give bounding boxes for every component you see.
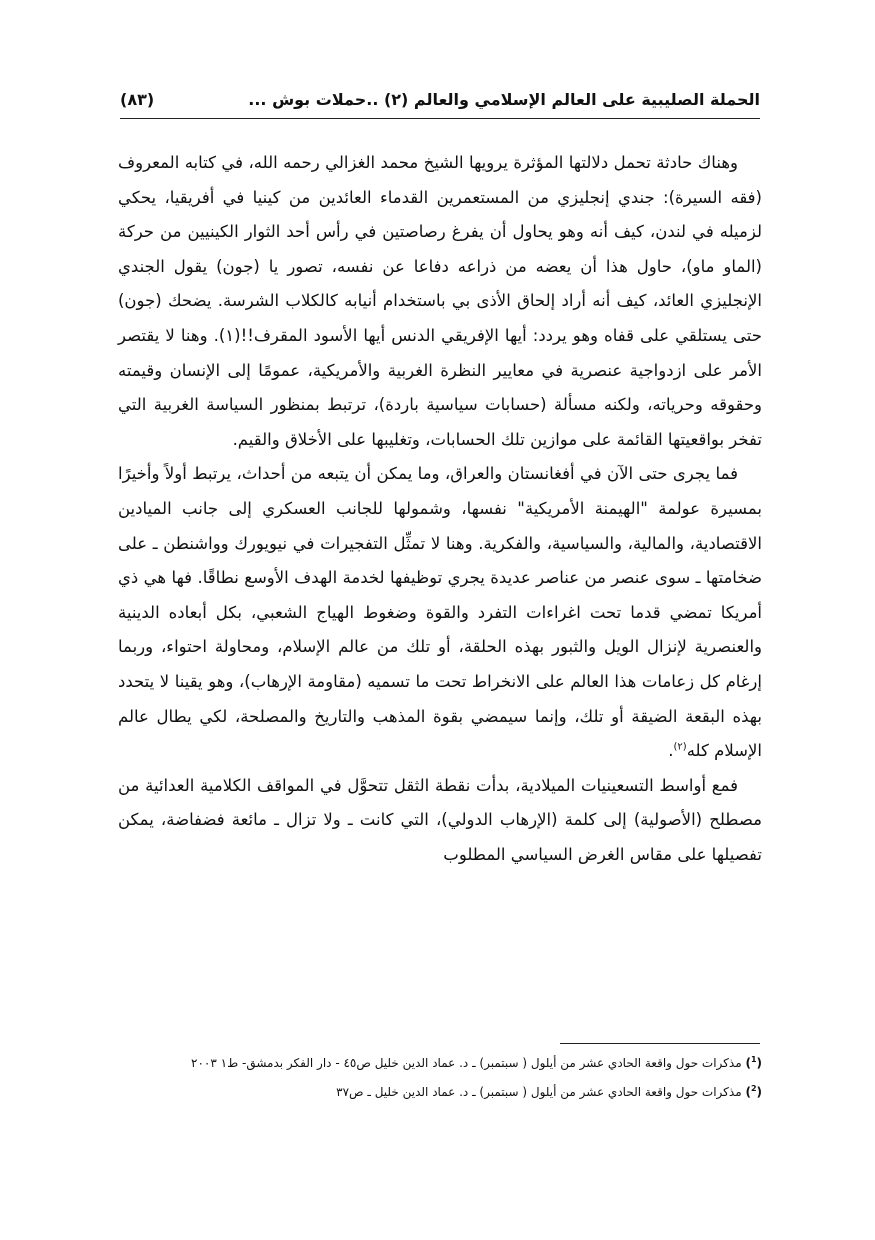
footnote-mark: ($^1$)	[745, 1055, 762, 1070]
paragraph-text: فمع أواسط التسعينيات الميلادية، بدأت نقطة الثقل تتحوَّل في المواقف الكلامية العدائية من مصطلح (الأصولية) إلى كلمة (الإرهاب الدولي)، التي كانت ـ ولا تزال ـ مائعة فضفاضة، يمكن تفصيلها على مقاس الغرض السياسي المطلوب	[118, 775, 762, 864]
footnotes	[118, 1050, 762, 1108]
page-number: (٨٣)	[120, 90, 155, 109]
body-text	[118, 146, 762, 872]
footnote	[118, 1050, 762, 1073]
paragraph-text: فما يجرى حتى الآن في أفغانستان والعراق، وما يمكن أن يتبعه من أحداث، يرتبط أولاً وأخيرًا بمسيرة عولمة "الهيمنة الأمريكية" نفسها، وشمولها للجانب العسكري إلى جانب الميادين الاقتصادية، والمالية، والسياسية، والفكرية. وهنا لا تمثِّل التفجيرات في نيويورك وواشنطن ـ على ضخامتها ـ سوى عنصر من عناصر عديدة يجري توظيفها لخدمة الهدف الأوسع نطاقًا. فها هي ذي أمريكا تمضي قدما تحت اغراءات التفرد والقوة وضغوط الهياج الشعبي، بكل أبعاده الدينية والعنصرية لإنزال الويل والثبور بهذه الحلقة، أو تلك من عالم الإسلام، ومحاولة احتواء، وربما إرغام كل زعامات هذا العالم على الانخراط تحت ما تسميه (مقاومة الإرهاب)، وهو يقينا لا يتحدد بهذه البقعة الضيقة أو تلك، وإنما سيمضي بقوة المذهب والتاريخ والمصلحة، لكي يطال عالم الإسلام كله	[118, 464, 762, 761]
footnote-mark: ($^2$)	[745, 1084, 762, 1099]
header-divider	[120, 118, 760, 119]
paragraph	[118, 146, 762, 457]
paragraph-end-punctuation: .	[668, 741, 674, 761]
paragraph	[118, 769, 762, 873]
running-header	[120, 88, 760, 118]
footnote-divider	[560, 1043, 760, 1044]
footnote	[118, 1079, 762, 1102]
footnote-text: مذكرات حول واقعة الحادي عشر من أيلول ( سبتمبر) ـ د. عماد الدين خليل ص٤٥ - دار الفكر بدمشق- ط١ ٢٠٠٣	[191, 1056, 742, 1070]
footnote-reference[interactable]: (٢)	[673, 741, 687, 753]
paragraph	[118, 457, 762, 768]
header-title: الحملة الصليبية على العالم الإسلامي والعالم (٢) ..حملات بوش ...	[248, 90, 760, 109]
paragraph-text: وهناك حادثة تحمل دلالتها المؤثرة يرويها الشيخ محمد الغزالي رحمه الله، في كتابه المعروف (فقه السيرة): جندي إنجليزي من المستعمرين القدماء العائدين من كينيا في أفريقيا، يحكي لزميله في لندن، كيف أنه وهو يحاول أن يفرغ رصاصتين في رأس أحد الثوار الكينيين من حركة (الماو ماو)، حاول هذا أن يعضه من ذراعه دفاعا عن نفسه، تصور يا (جون) يقول الجندي الإنجليزي العائد، كيف أنه أراد إلحاق الأذى بي باستخدام أنيابه كالكلاب الشرسة. يضحك (جون) حتى يستلقي على قفاه وهو يردد: أيها الإفريقي الدنس أيها الأسود المقرف!!(١). وهنا لا يقتصر الأمر على ازدواجية عنصرية في معايير النظرة الغربية والأمريكية، عمومًا إلى الإنسان وقيمته وحقوقه وحرياته، ولكنه مسألة (حسابات سياسية باردة)، ترتبط بمنظور السياسة الغربية التي تفخر بواقعيتها القائمة على موازين تلك الحسابات، وتغليبها على الأخلاق والقيم.	[118, 153, 762, 449]
footnote-text: مذكرات حول واقعة الحادي عشر من أيلول ( سبتمبر) ـ د. عماد الدين خليل ـ ص٣٧	[336, 1085, 742, 1099]
